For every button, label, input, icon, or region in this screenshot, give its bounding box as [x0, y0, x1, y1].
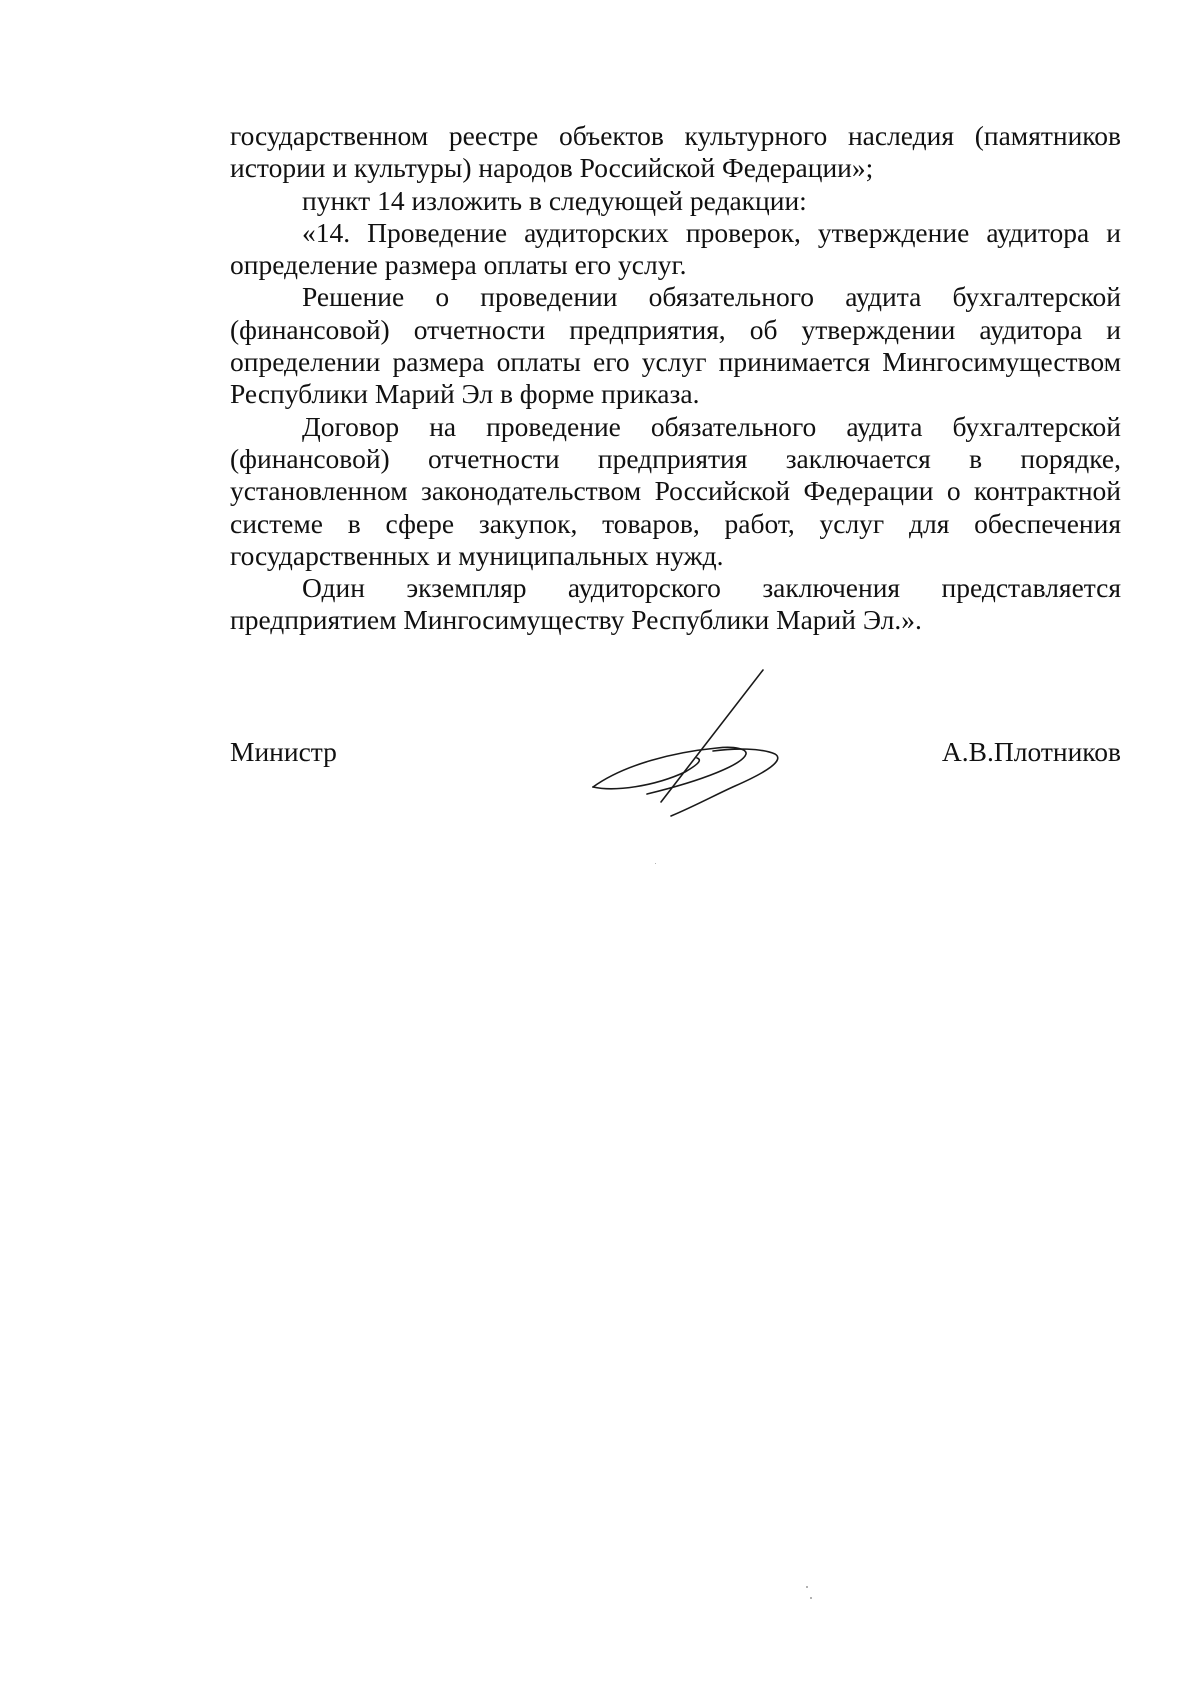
signatory-name: А.В.Плотников: [941, 736, 1121, 767]
scan-speck: [655, 863, 656, 864]
scan-speck: [810, 1597, 812, 1599]
paragraph-audit-decision: Решение о проведении обязательного аудита бухгалтерской (финансовой) отчетности предприятия, об утверждении аудитора и определении размера оплаты его услуг принимается Мингосимуществом Республики Марий Эл в форме приказа.: [230, 281, 1121, 410]
handwritten-signature: [585, 668, 795, 818]
paragraph-audit-contract: Договор на проведение обязательного аудита бухгалтерской (финансовой) отчетности предприятия заключается в порядке, установленном законодательством Российской Федерации о контрактной системе в сфере закупок, товаров, работ, услуг для обеспечения государственных и муниципальных нужд.: [230, 410, 1121, 571]
paragraph-continuation: государственном реестре объектов культурного наследия (памятников истории и культуры) народов Российской Федерации»;: [230, 120, 1121, 184]
paragraph-item-14-heading: «14. Проведение аудиторских проверок, утверждение аудитора и определение размера оплаты его услуг.: [230, 216, 1121, 281]
scan-speck: [806, 1586, 808, 1588]
paragraph-audit-report-copy: Один экземпляр аудиторского заключения представляется предприятием Мингосимуществу Республики Марий Эл.».: [230, 572, 1121, 636]
paragraph-amendment-instruction: пункт 14 изложить в следующей редакции:: [302, 184, 807, 216]
signatory-position: Министр: [230, 736, 337, 767]
document-body: [230, 120, 1121, 637]
